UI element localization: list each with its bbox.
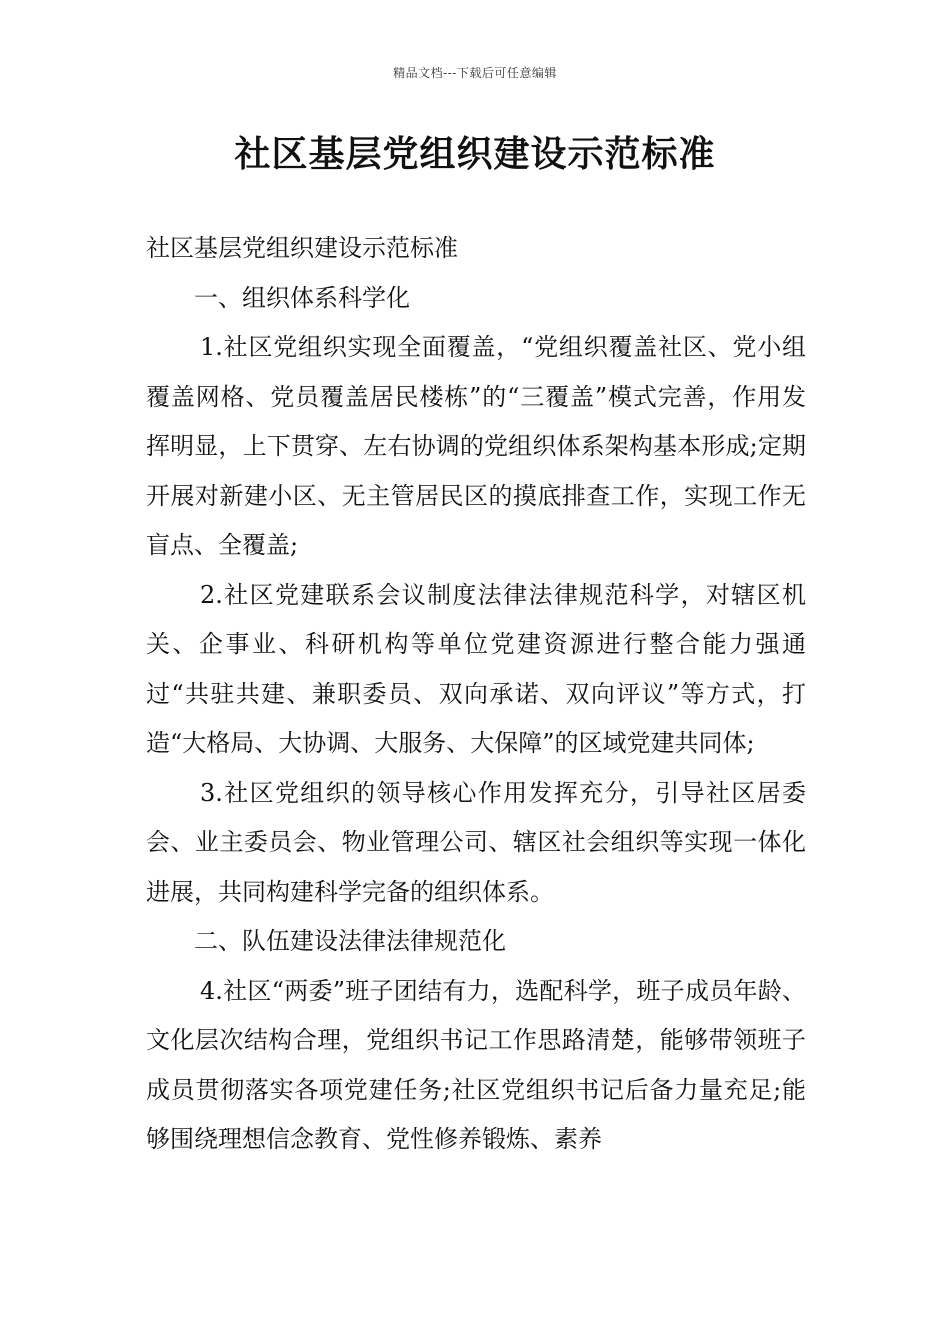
section-heading-2: 二、队伍建设法律法律规范化 [194,927,506,955]
section-heading-1: 一、组织体系科学化 [194,283,410,312]
document-title: 社区基层党组织建设示范标准 [234,133,716,175]
paragraph-2: 2.社区党建联系会议制度法律法律规范科学，对辖区机关、企事业、科研机构等单位党建资源进行整合能力强通过“共驻共建、兼职委员、双向承诺、双向评议”等方式，打造“大格局、大协调、大服务、大保障”的区域党建共同体; [146,580,806,757]
paragraph-4: 4.社区“两委”班子团结有力，选配科学，班子成员年龄、文化层次结构合理，党组织书记工作思路清楚，能够带领班子成员贯彻落实各项党建任务;社区党组织书记后备力量充足;能够围绕理想信念教育、党性修养锻炼、素养 [146,976,806,1153]
body-heading: 社区基层党组织建设示范标准 [146,234,458,262]
paragraph-3: 3.社区党组织的领导核心作用发挥充分，引导社区居委会、业主委员会、物业管理公司、辖区社会组织等实现一体化进展，共同构建科学完备的组织体系。 [146,778,806,906]
header-note: 精品文档---下载后可任意编辑 [393,66,557,80]
document-body [146,224,806,1165]
paragraph-1: 1.社区党组织实现全面覆盖，“党组织覆盖社区、党小组覆盖网格、党员覆盖居民楼栋”的“三覆盖”模式完善，作用发挥明显，上下贯穿、左右协调的党组织体系架构基本形成;定期开展对新建小区、无主管居民区的摸底排查工作，实现工作无盲点、全覆盖; [146,333,806,559]
